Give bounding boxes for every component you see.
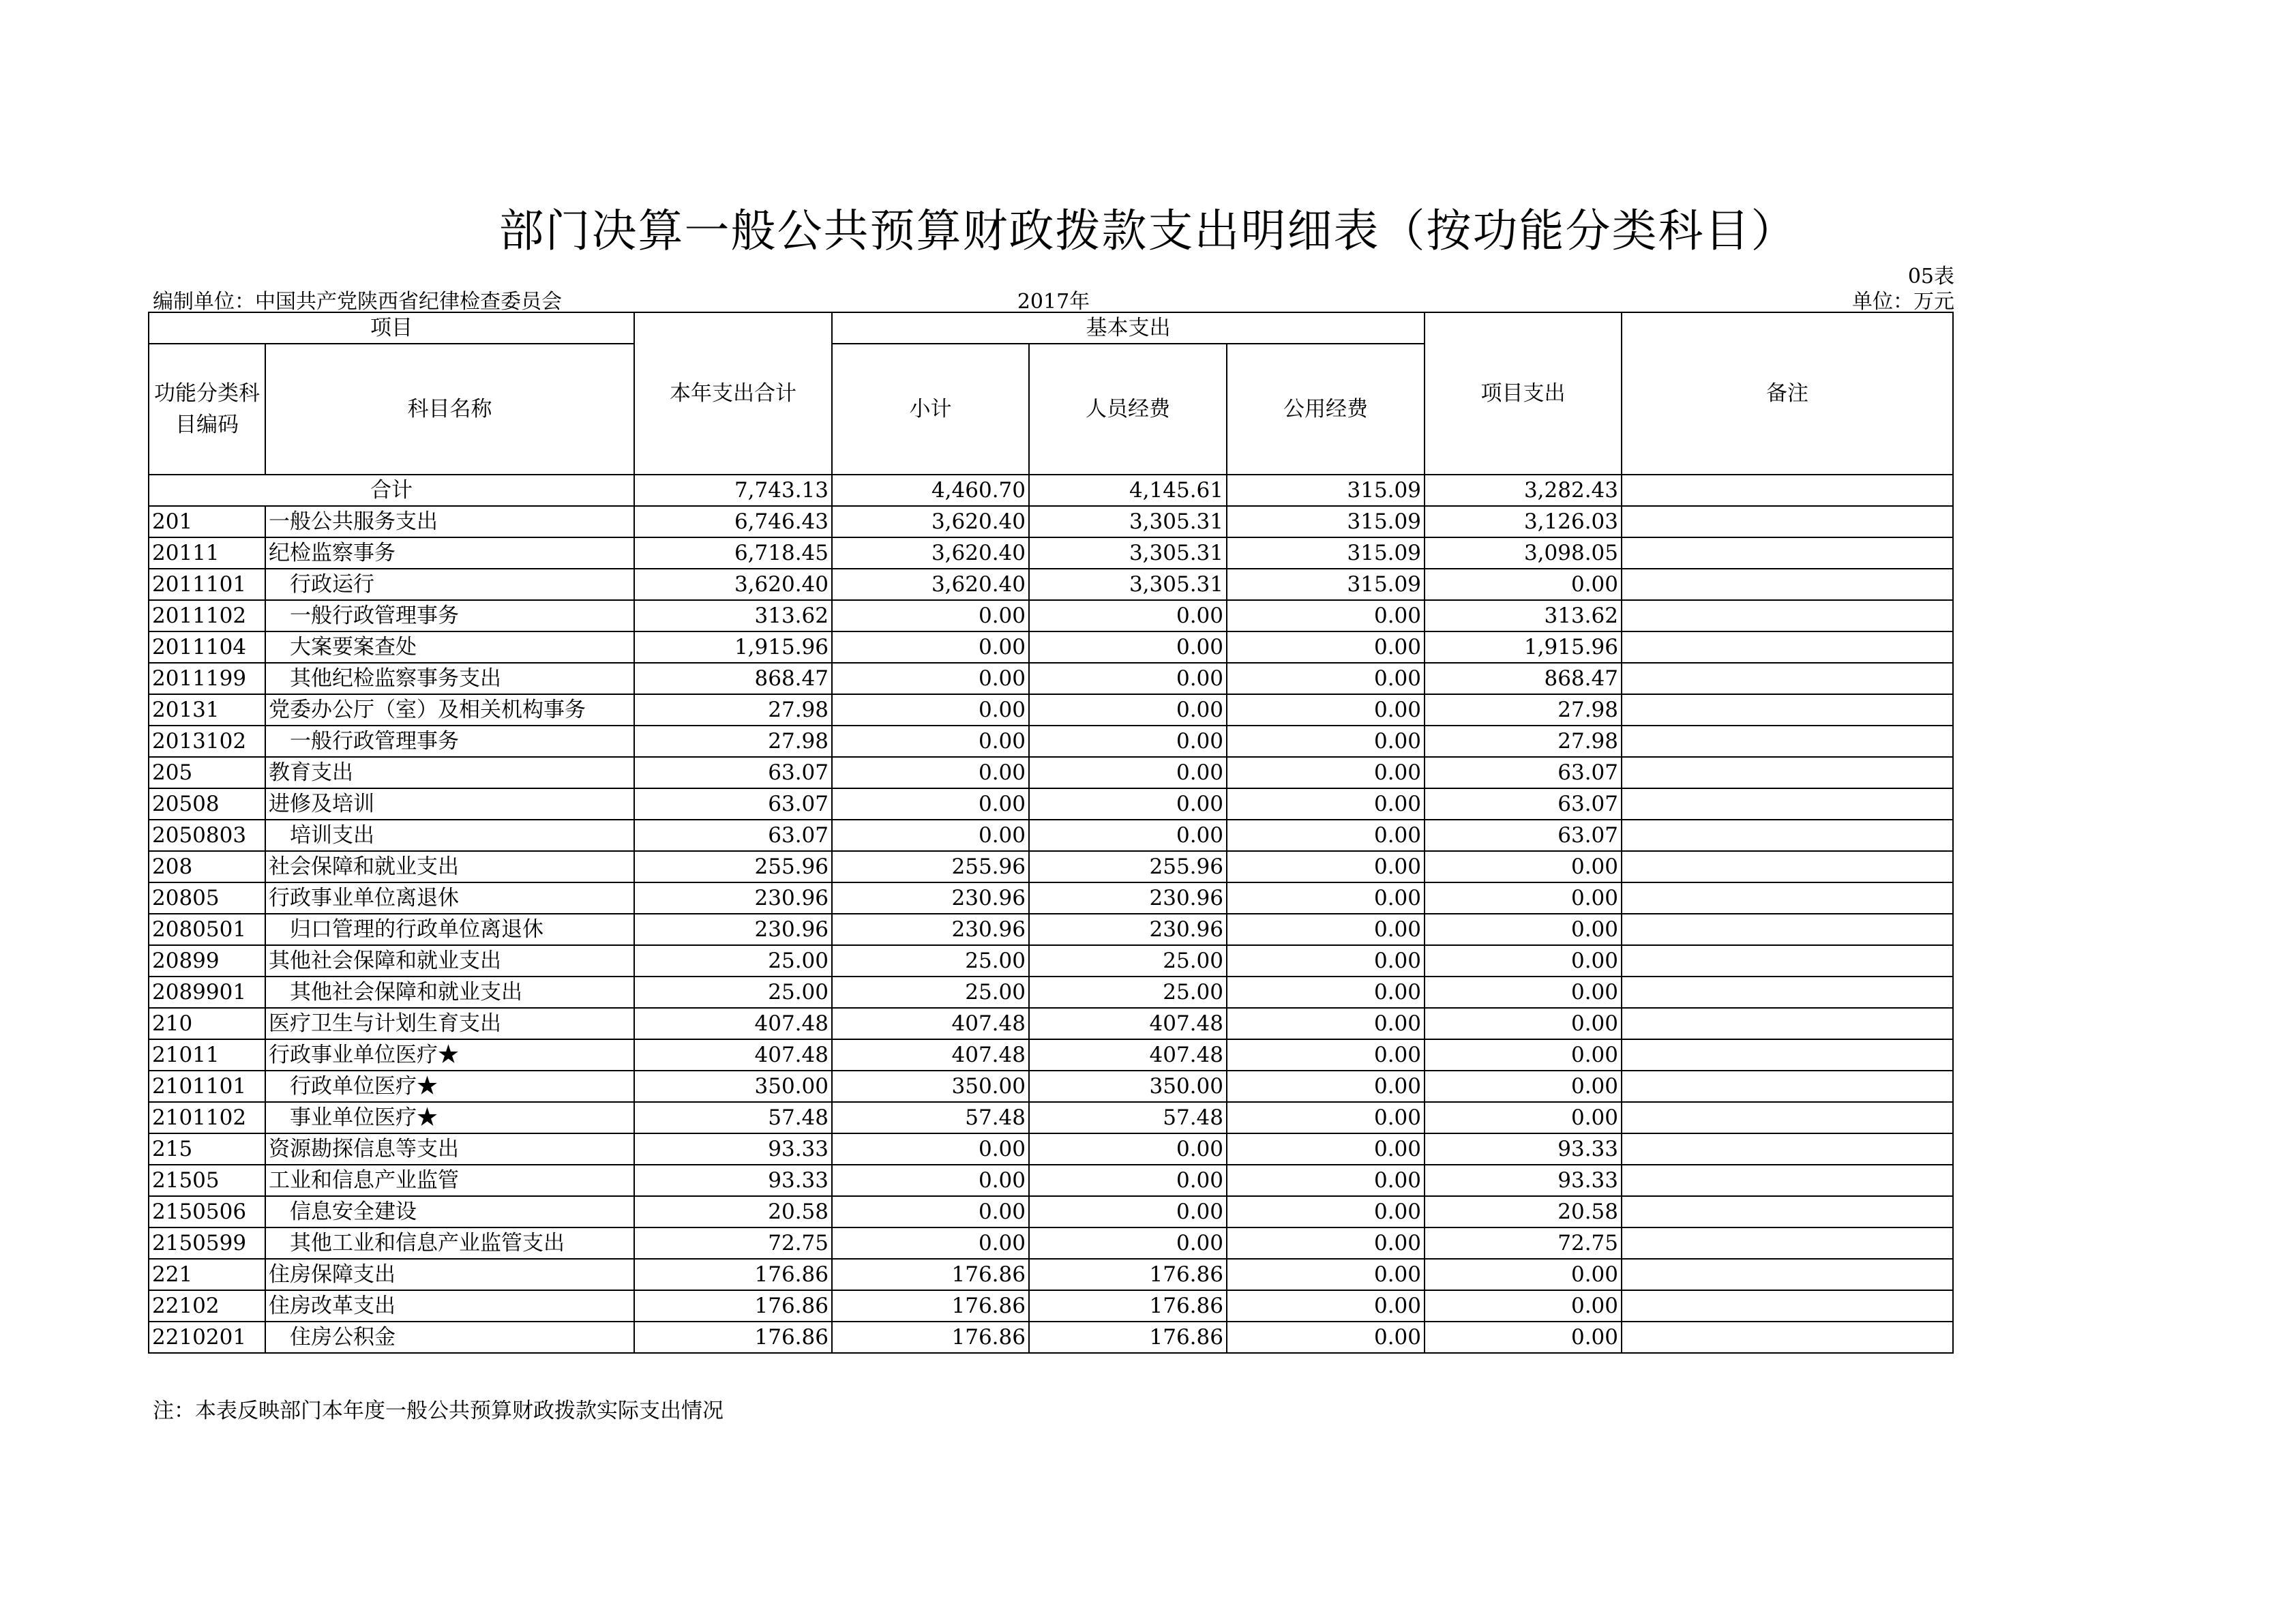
total-personnel-cell: 4,145.61 — [1029, 475, 1227, 506]
remark-cell — [1622, 945, 1953, 977]
table-row — [149, 1008, 1953, 1039]
code-cell: 208 — [149, 851, 265, 882]
table-row — [149, 506, 1953, 537]
remark-cell — [1622, 1102, 1953, 1133]
personnel-cell: 407.48 — [1029, 1008, 1227, 1039]
total-cell: 176.86 — [634, 1259, 832, 1290]
remark-cell — [1622, 694, 1953, 726]
total-cell: 25.00 — [634, 945, 832, 977]
total-cell: 63.07 — [634, 820, 832, 851]
subtotal-cell: 0.00 — [832, 820, 1029, 851]
report-info-row — [153, 284, 1954, 312]
name-cell: 纪检监察事务 — [265, 537, 634, 569]
total-remark-cell — [1622, 475, 1953, 506]
remark-cell — [1622, 851, 1953, 882]
code-cell: 22102 — [149, 1290, 265, 1322]
table-row — [149, 977, 1953, 1008]
table-row — [149, 1165, 1953, 1196]
project-cell: 3,098.05 — [1425, 537, 1622, 569]
remark-cell — [1622, 788, 1953, 820]
total-cell: 7,743.13 — [634, 475, 832, 506]
remark-cell — [1622, 663, 1953, 694]
code-cell: 2011199 — [149, 663, 265, 694]
personnel-cell: 0.00 — [1029, 726, 1227, 757]
header-project: 项目支出 — [1425, 312, 1622, 475]
total-cell: 27.98 — [634, 694, 832, 726]
total-cell: 3,620.40 — [634, 569, 832, 600]
name-cell: 事业单位医疗★ — [265, 1102, 634, 1133]
table-row — [149, 914, 1953, 945]
table-row — [149, 820, 1953, 851]
code-cell: 2080501 — [149, 914, 265, 945]
remark-cell — [1622, 537, 1953, 569]
name-cell: 大案要案查处 — [265, 631, 634, 663]
code-cell: 21505 — [149, 1165, 265, 1196]
public-cell: 0.00 — [1227, 945, 1425, 977]
project-cell: 0.00 — [1425, 1102, 1622, 1133]
public-cell: 0.00 — [1227, 631, 1425, 663]
remark-cell — [1622, 1227, 1953, 1259]
public-cell: 315.09 — [1227, 569, 1425, 600]
subtotal-cell: 176.86 — [832, 1259, 1029, 1290]
table-row — [149, 1133, 1953, 1165]
name-cell: 工业和信息产业监管 — [265, 1165, 634, 1196]
public-cell: 0.00 — [1227, 1290, 1425, 1322]
report-year: 2017年 — [1017, 290, 1090, 314]
code-cell: 2150506 — [149, 1196, 265, 1227]
table-row — [149, 945, 1953, 977]
total-cell: 350.00 — [634, 1071, 832, 1102]
header-code: 功能分类科目编码 — [149, 344, 265, 475]
total-cell: 407.48 — [634, 1039, 832, 1071]
table-row — [149, 1196, 1953, 1227]
name-cell: 其他纪检监察事务支出 — [265, 663, 634, 694]
personnel-cell: 57.48 — [1029, 1102, 1227, 1133]
remark-cell — [1622, 1259, 1953, 1290]
subtotal-cell: 3,620.40 — [832, 569, 1029, 600]
remark-cell — [1622, 1039, 1953, 1071]
public-cell: 0.00 — [1227, 788, 1425, 820]
public-cell: 0.00 — [1227, 882, 1425, 914]
code-cell: 2011101 — [149, 569, 265, 600]
total-cell: 176.86 — [634, 1290, 832, 1322]
report-title: 部门决算一般公共预算财政拨款支出明细表（按功能分类科目） — [498, 205, 1798, 257]
project-cell: 0.00 — [1425, 1071, 1622, 1102]
total-cell: 407.48 — [634, 1008, 832, 1039]
public-cell: 0.00 — [1227, 1196, 1425, 1227]
remark-cell — [1622, 757, 1953, 788]
project-cell: 0.00 — [1425, 945, 1622, 977]
personnel-cell: 25.00 — [1029, 977, 1227, 1008]
project-cell: 0.00 — [1425, 977, 1622, 1008]
name-cell: 一般行政管理事务 — [265, 600, 634, 631]
code-cell: 2011104 — [149, 631, 265, 663]
public-cell: 0.00 — [1227, 1039, 1425, 1071]
subtotal-cell: 407.48 — [832, 1008, 1029, 1039]
personnel-cell: 176.86 — [1029, 1259, 1227, 1290]
personnel-cell: 255.96 — [1029, 851, 1227, 882]
compiling-unit: 编制单位：中国共产党陕西省纪律检查委员会 — [153, 290, 562, 314]
public-cell: 0.00 — [1227, 1008, 1425, 1039]
personnel-cell: 350.00 — [1029, 1071, 1227, 1102]
name-cell: 医疗卫生与计划生育支出 — [265, 1008, 634, 1039]
table-body — [149, 475, 1953, 1353]
code-cell: 21011 — [149, 1039, 265, 1071]
remark-cell — [1622, 1165, 1953, 1196]
header-remark: 备注 — [1622, 312, 1953, 475]
total-cell: 27.98 — [634, 726, 832, 757]
code-cell: 20508 — [149, 788, 265, 820]
remark-cell — [1622, 1322, 1953, 1353]
table-row — [149, 1322, 1953, 1353]
subtotal-cell: 176.86 — [832, 1290, 1029, 1322]
subtotal-cell: 0.00 — [832, 600, 1029, 631]
table-row — [149, 1227, 1953, 1259]
public-cell: 0.00 — [1227, 914, 1425, 945]
table-row — [149, 1071, 1953, 1102]
table-row — [149, 600, 1953, 631]
project-cell: 0.00 — [1425, 1039, 1622, 1071]
name-cell: 社会保障和就业支出 — [265, 851, 634, 882]
name-cell: 进修及培训 — [265, 788, 634, 820]
personnel-cell: 176.86 — [1029, 1290, 1227, 1322]
table-row — [149, 631, 1953, 663]
remark-cell — [1622, 1196, 1953, 1227]
subtotal-cell: 0.00 — [832, 1165, 1029, 1196]
personnel-cell: 230.96 — [1029, 914, 1227, 945]
personnel-cell: 3,305.31 — [1029, 506, 1227, 537]
public-cell: 0.00 — [1227, 977, 1425, 1008]
form-number: 05表 — [1907, 265, 1954, 288]
code-cell: 2150599 — [149, 1227, 265, 1259]
remark-cell — [1622, 977, 1953, 1008]
public-cell: 0.00 — [1227, 663, 1425, 694]
header-row-top — [149, 312, 1953, 344]
personnel-cell: 0.00 — [1029, 820, 1227, 851]
personnel-cell: 25.00 — [1029, 945, 1227, 977]
project-cell: 0.00 — [1425, 1290, 1622, 1322]
header-total: 本年支出合计 — [634, 312, 832, 475]
table-row — [149, 788, 1953, 820]
name-cell: 归口管理的行政单位离退休 — [265, 914, 634, 945]
table-row — [149, 851, 1953, 882]
total-cell: 868.47 — [634, 663, 832, 694]
personnel-cell: 0.00 — [1029, 663, 1227, 694]
code-cell: 2050803 — [149, 820, 265, 851]
public-cell: 0.00 — [1227, 600, 1425, 631]
project-cell: 1,915.96 — [1425, 631, 1622, 663]
project-cell: 27.98 — [1425, 726, 1622, 757]
subtotal-cell: 230.96 — [832, 882, 1029, 914]
project-cell: 0.00 — [1425, 851, 1622, 882]
code-cell: 215 — [149, 1133, 265, 1165]
project-cell: 27.98 — [1425, 694, 1622, 726]
code-cell: 2101102 — [149, 1102, 265, 1133]
public-cell: 0.00 — [1227, 1133, 1425, 1165]
code-cell: 2210201 — [149, 1322, 265, 1353]
subtotal-cell: 57.48 — [832, 1102, 1029, 1133]
subtotal-cell: 230.96 — [832, 914, 1029, 945]
personnel-cell: 0.00 — [1029, 1196, 1227, 1227]
subtotal-cell: 25.00 — [832, 945, 1029, 977]
public-cell: 315.09 — [1227, 537, 1425, 569]
subtotal-cell: 3,620.40 — [832, 506, 1029, 537]
total-cell: 230.96 — [634, 882, 832, 914]
code-cell: 205 — [149, 757, 265, 788]
subtotal-cell: 350.00 — [832, 1071, 1029, 1102]
personnel-cell: 230.96 — [1029, 882, 1227, 914]
remark-cell — [1622, 631, 1953, 663]
code-cell: 20111 — [149, 537, 265, 569]
total-cell: 57.48 — [634, 1102, 832, 1133]
total-cell: 63.07 — [634, 757, 832, 788]
remark-cell — [1622, 1133, 1953, 1165]
total-project-cell: 3,282.43 — [1425, 475, 1622, 506]
public-cell: 0.00 — [1227, 1259, 1425, 1290]
personnel-cell: 0.00 — [1029, 757, 1227, 788]
name-cell: 一般公共服务支出 — [265, 506, 634, 537]
name-cell: 其他社会保障和就业支出 — [265, 977, 634, 1008]
total-cell: 93.33 — [634, 1133, 832, 1165]
subtotal-cell: 0.00 — [832, 1196, 1029, 1227]
name-cell: 其他社会保障和就业支出 — [265, 945, 634, 977]
subtotal-cell: 176.86 — [832, 1322, 1029, 1353]
total-subtotal-cell: 4,460.70 — [832, 475, 1029, 506]
table-row — [149, 757, 1953, 788]
project-cell: 0.00 — [1425, 1322, 1622, 1353]
remark-cell — [1622, 882, 1953, 914]
header-subtotal: 小计 — [832, 344, 1029, 475]
personnel-cell: 3,305.31 — [1029, 569, 1227, 600]
name-cell: 行政运行 — [265, 569, 634, 600]
remark-cell — [1622, 1071, 1953, 1102]
personnel-cell: 0.00 — [1029, 600, 1227, 631]
personnel-cell: 0.00 — [1029, 788, 1227, 820]
project-cell: 0.00 — [1425, 569, 1622, 600]
total-cell: 230.96 — [634, 914, 832, 945]
subtotal-cell: 0.00 — [832, 788, 1029, 820]
code-cell: 20131 — [149, 694, 265, 726]
personnel-cell: 176.86 — [1029, 1322, 1227, 1353]
project-cell: 72.75 — [1425, 1227, 1622, 1259]
table-row — [149, 663, 1953, 694]
total-cell: 1,915.96 — [634, 631, 832, 663]
header-basic: 基本支出 — [832, 312, 1425, 344]
table-row — [149, 537, 1953, 569]
subtotal-cell: 25.00 — [832, 977, 1029, 1008]
remark-cell — [1622, 726, 1953, 757]
currency-unit: 单位：万元 — [1852, 290, 1954, 314]
total-cell: 63.07 — [634, 788, 832, 820]
table-row — [149, 1290, 1953, 1322]
subtotal-cell: 0.00 — [832, 631, 1029, 663]
subtotal-cell: 0.00 — [832, 757, 1029, 788]
remark-cell — [1622, 914, 1953, 945]
public-cell: 315.09 — [1227, 506, 1425, 537]
public-cell: 0.00 — [1227, 694, 1425, 726]
total-cell: 176.86 — [634, 1322, 832, 1353]
name-cell: 其他工业和信息产业监管支出 — [265, 1227, 634, 1259]
subtotal-cell: 255.96 — [832, 851, 1029, 882]
total-cell: 255.96 — [634, 851, 832, 882]
personnel-cell: 0.00 — [1029, 1227, 1227, 1259]
subtotal-cell: 407.48 — [832, 1039, 1029, 1071]
name-cell: 一般行政管理事务 — [265, 726, 634, 757]
project-cell: 0.00 — [1425, 1259, 1622, 1290]
public-cell: 0.00 — [1227, 757, 1425, 788]
code-cell: 221 — [149, 1259, 265, 1290]
total-cell: 6,746.43 — [634, 506, 832, 537]
personnel-cell: 0.00 — [1029, 694, 1227, 726]
subtotal-cell: 0.00 — [832, 1227, 1029, 1259]
code-cell: 2101101 — [149, 1071, 265, 1102]
total-cell: 25.00 — [634, 977, 832, 1008]
total-cell: 20.58 — [634, 1196, 832, 1227]
public-cell: 0.00 — [1227, 1165, 1425, 1196]
header-personnel: 人员经费 — [1029, 344, 1227, 475]
table-row — [149, 694, 1953, 726]
personnel-cell: 3,305.31 — [1029, 537, 1227, 569]
project-cell: 0.00 — [1425, 914, 1622, 945]
project-cell: 63.07 — [1425, 757, 1622, 788]
public-cell: 0.00 — [1227, 1227, 1425, 1259]
code-cell: 20899 — [149, 945, 265, 977]
total-public-cell: 315.09 — [1227, 475, 1425, 506]
total-cell: 313.62 — [634, 600, 832, 631]
subtotal-cell: 0.00 — [832, 1133, 1029, 1165]
name-cell: 住房改革支出 — [265, 1290, 634, 1322]
remark-cell — [1622, 820, 1953, 851]
name-cell: 住房公积金 — [265, 1322, 634, 1353]
project-cell: 93.33 — [1425, 1133, 1622, 1165]
public-cell: 0.00 — [1227, 1322, 1425, 1353]
total-label: 合计 — [149, 475, 634, 506]
name-cell: 住房保障支出 — [265, 1259, 634, 1290]
project-cell: 20.58 — [1425, 1196, 1622, 1227]
project-cell: 63.07 — [1425, 820, 1622, 851]
subtotal-cell: 0.00 — [832, 694, 1029, 726]
table-row — [149, 1039, 1953, 1071]
name-cell: 资源勘探信息等支出 — [265, 1133, 634, 1165]
project-cell: 93.33 — [1425, 1165, 1622, 1196]
project-cell: 313.62 — [1425, 600, 1622, 631]
name-cell: 行政单位医疗★ — [265, 1071, 634, 1102]
subtotal-cell: 0.00 — [832, 726, 1029, 757]
header-public: 公用经费 — [1227, 344, 1425, 475]
name-cell: 培训支出 — [265, 820, 634, 851]
remark-cell — [1622, 569, 1953, 600]
public-cell: 0.00 — [1227, 820, 1425, 851]
project-cell: 0.00 — [1425, 1008, 1622, 1039]
expenditure-table — [148, 312, 1954, 1354]
total-cell: 6,718.45 — [634, 537, 832, 569]
total-cell: 72.75 — [634, 1227, 832, 1259]
code-cell: 201 — [149, 506, 265, 537]
personnel-cell: 0.00 — [1029, 1133, 1227, 1165]
project-cell: 3,126.03 — [1425, 506, 1622, 537]
remark-cell — [1622, 1290, 1953, 1322]
total-cell: 93.33 — [634, 1165, 832, 1196]
table-row — [149, 882, 1953, 914]
name-cell: 教育支出 — [265, 757, 634, 788]
code-cell: 20805 — [149, 882, 265, 914]
code-cell: 2011102 — [149, 600, 265, 631]
total-row — [149, 475, 1953, 506]
public-cell: 0.00 — [1227, 1071, 1425, 1102]
table-row — [149, 569, 1953, 600]
remark-cell — [1622, 1008, 1953, 1039]
public-cell: 0.00 — [1227, 851, 1425, 882]
public-cell: 0.00 — [1227, 1102, 1425, 1133]
remark-cell — [1622, 600, 1953, 631]
subtotal-cell: 0.00 — [832, 663, 1029, 694]
subtotal-cell: 3,620.40 — [832, 537, 1029, 569]
remark-cell — [1622, 506, 1953, 537]
table-row — [149, 1102, 1953, 1133]
personnel-cell: 407.48 — [1029, 1039, 1227, 1071]
code-cell: 2013102 — [149, 726, 265, 757]
project-cell: 0.00 — [1425, 882, 1622, 914]
header-item: 项目 — [149, 312, 634, 344]
table-note: 注：本表反映部门本年度一般公共预算财政拨款实际支出情况 — [153, 1399, 724, 1423]
name-cell: 党委办公厅（室）及相关机构事务 — [265, 694, 634, 726]
personnel-cell: 0.00 — [1029, 631, 1227, 663]
project-cell: 63.07 — [1425, 788, 1622, 820]
project-cell: 868.47 — [1425, 663, 1622, 694]
public-cell: 0.00 — [1227, 726, 1425, 757]
personnel-cell: 0.00 — [1029, 1165, 1227, 1196]
code-cell: 210 — [149, 1008, 265, 1039]
code-cell: 2089901 — [149, 977, 265, 1008]
name-cell: 行政事业单位离退休 — [265, 882, 634, 914]
header-name: 科目名称 — [265, 344, 634, 475]
table-row — [149, 1259, 1953, 1290]
name-cell: 行政事业单位医疗★ — [265, 1039, 634, 1071]
name-cell: 信息安全建设 — [265, 1196, 634, 1227]
table-row — [149, 726, 1953, 757]
